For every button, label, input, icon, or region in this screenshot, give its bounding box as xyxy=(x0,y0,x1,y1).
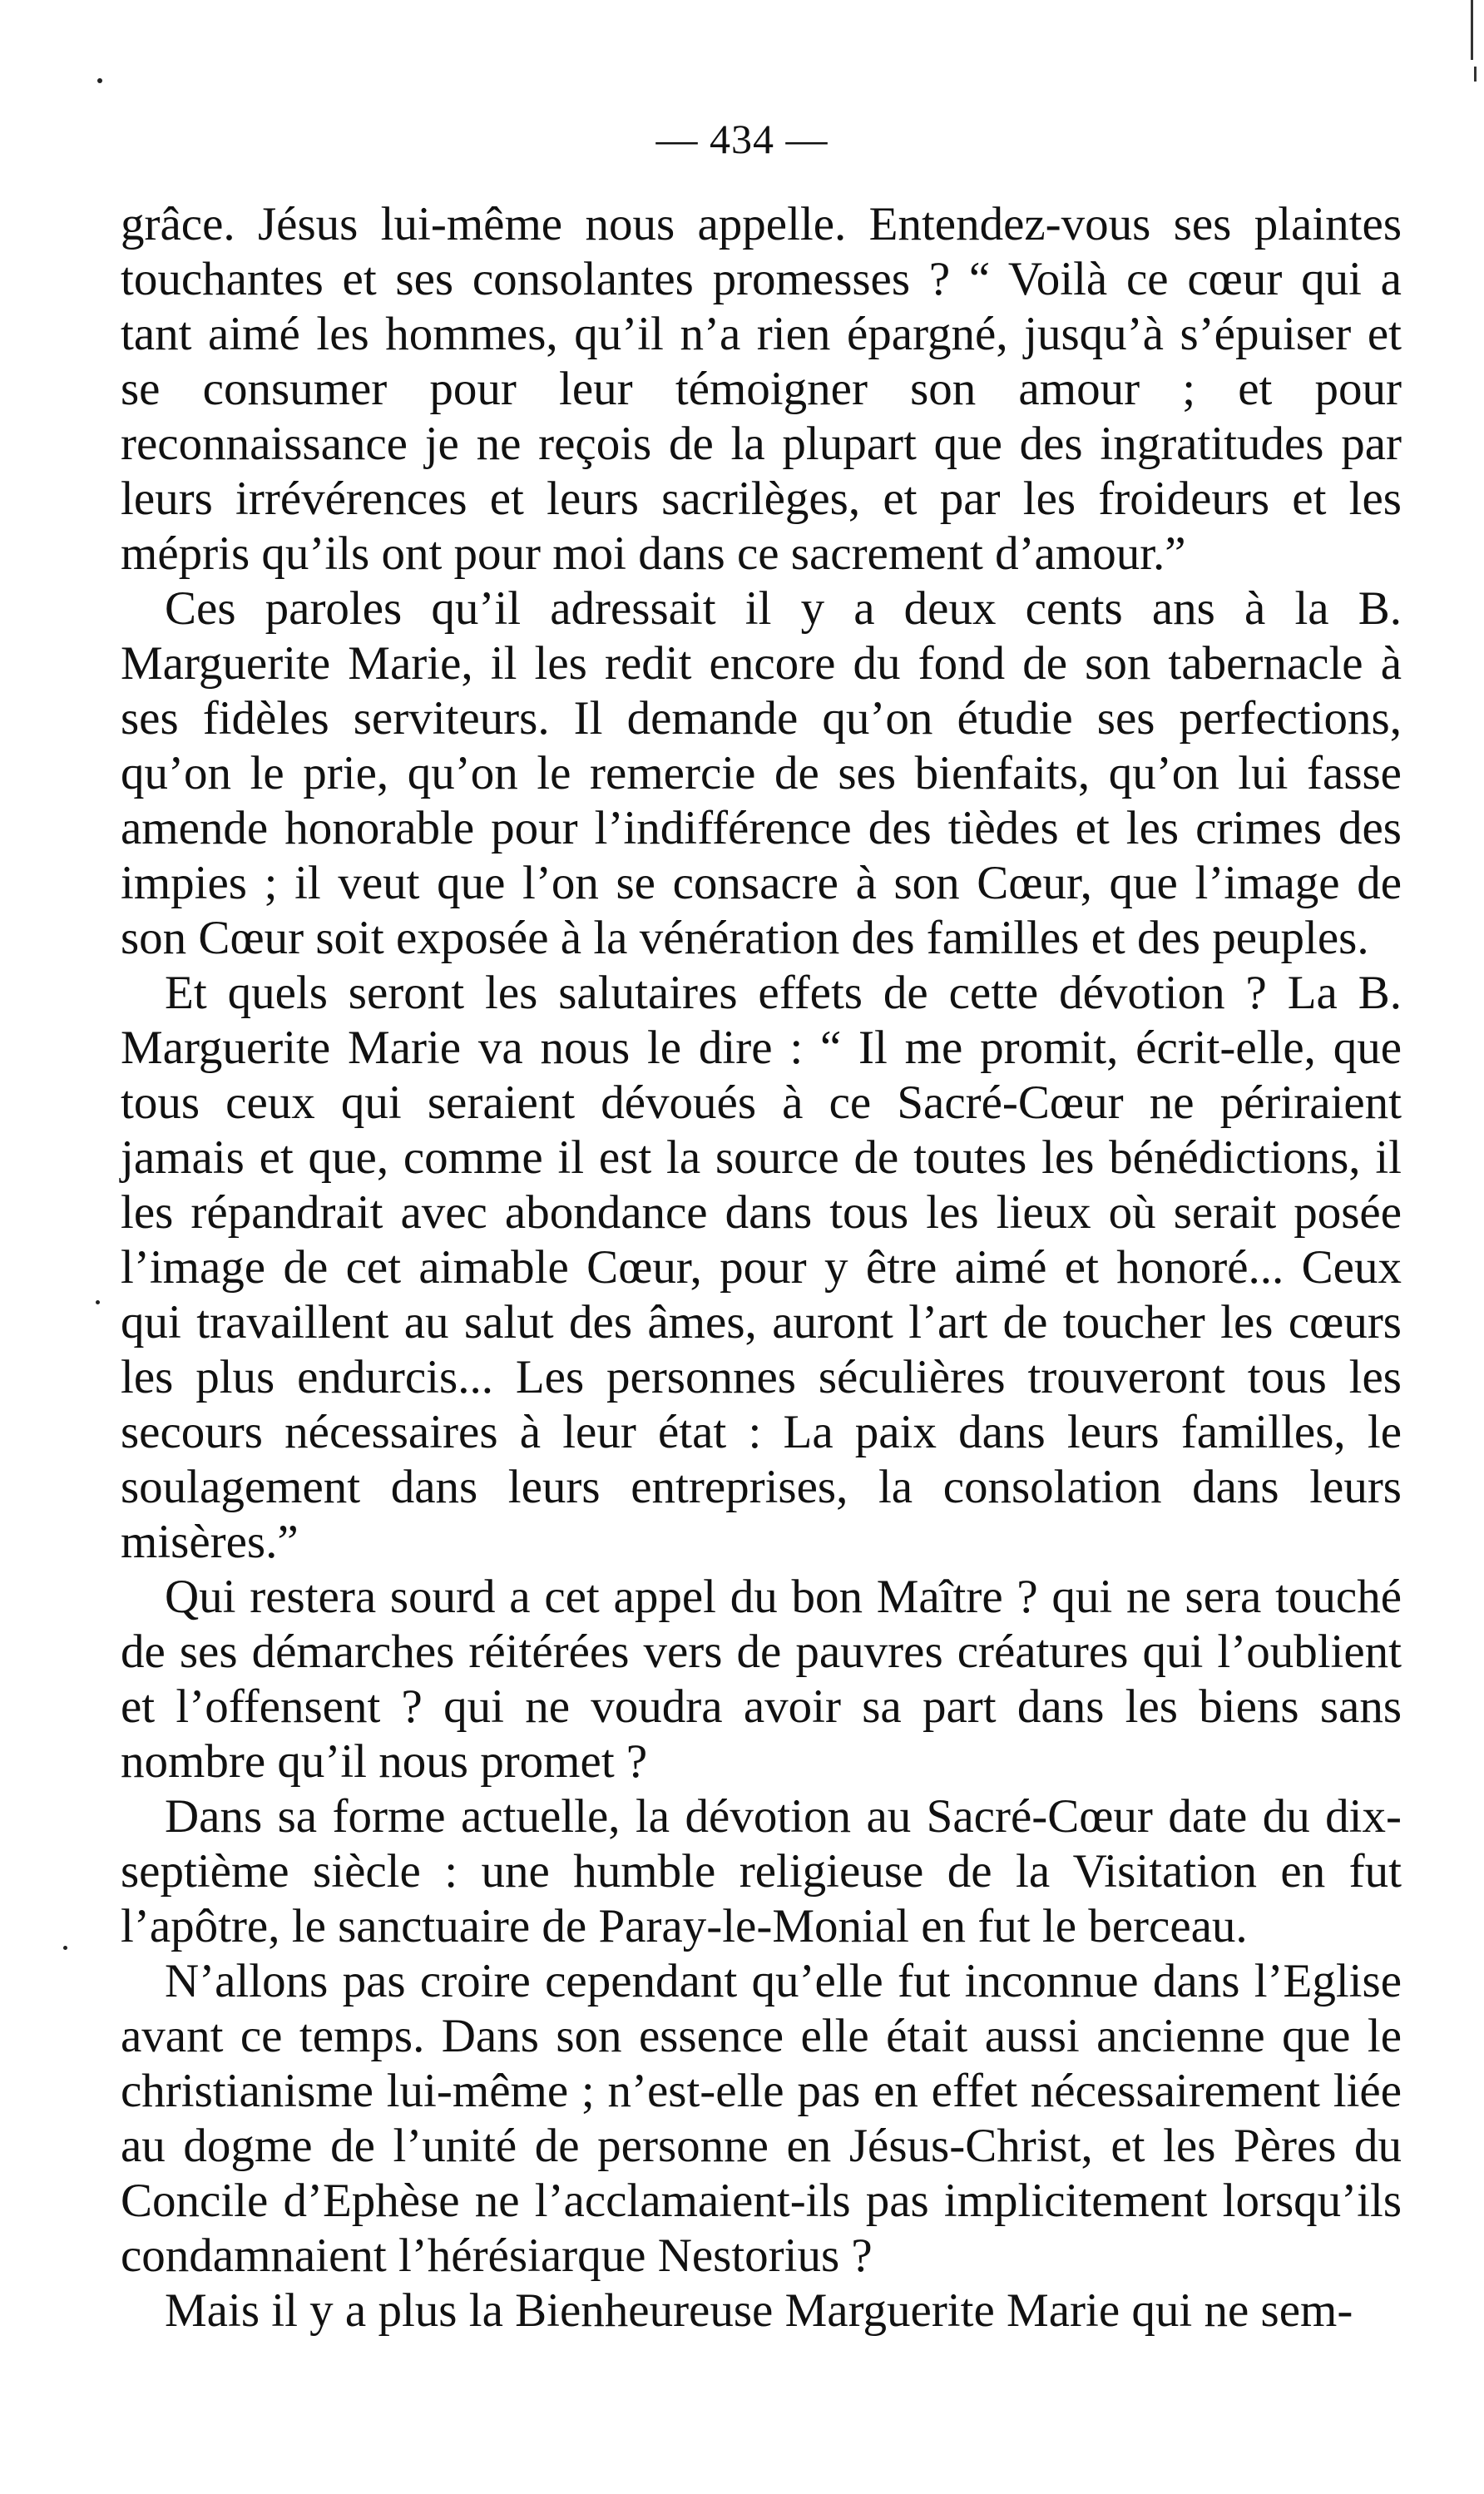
paragraph: Dans sa forme actuelle, la dévotion au Sacré-Cœur date du dix-septième siècle : une humble religieuse de la Visitation en fut l’apôtre, le sanctuaire de Paray-le-Monial en fut le berceau. xyxy=(121,1790,1402,1952)
paragraph: Et quels seront les salutaires effets de cette dévotion ? La B. Marguerite Marie va nous le dire : “ Il me promit, écrit-elle, que tous ceux qui seraient dévoués à ce Sacré-Cœur ne périraient jamais et que, comme il est la source de toutes les bénédictions, il les répandrait avec abondance dans tous les lieux où serait posée l’image de cet aimable Cœur, pour y être aimé et honoré... Ceux qui travaillent au salut des âmes, auront l’art de toucher les cœurs les plus endurcis... Les personnes séculières trouveront tous les secours nécessaires à leur état : La paix dans leurs familles, le soulagement dans leurs entreprises, la consolation dans leurs misères.” xyxy=(121,967,1402,1568)
scan-speck xyxy=(96,1300,100,1304)
scan-speck xyxy=(63,1946,67,1950)
paragraph: Mais il y a plus la Bienheureuse Marguerite Marie qui ne sem- xyxy=(165,2284,1353,2337)
body-text xyxy=(121,197,1402,2338)
paragraph: Qui restera sourd a cet appel du bon Maître ? qui ne sera touché de ses démarches réitérées vers de pauvres créatures qui l’oublient et l’offensent ? qui ne voudra avoir sa part dans les biens sans nombre qu’il nous promet ? xyxy=(121,1571,1402,1788)
scan-speck xyxy=(97,78,102,83)
scan-edge-mark xyxy=(1474,67,1477,82)
paragraph: N’allons pas croire cependant qu’elle fut inconnue dans l’Eglise avant ce temps. Dans son essence elle était aussi ancienne que le christianisme lui-même ; n’est-elle pas en effet nécessairement liée au dogme de l’unité de personne en Jésus-Christ, et les Pères du Concile d’Ephèse ne l’acclamaient-ils pas implicitement lorsqu’ils condamnaient l’hérésiarque Nestorius ? xyxy=(121,1955,1402,2282)
paragraph: Ces paroles qu’il adressait il y a deux cents ans à la B. Marguerite Marie, il les redit encore du fond de son tabernacle à ses fidèles serviteurs. Il demande qu’on étudie ses perfections, qu’on le prie, qu’on le remercie de ses bienfaits, qu’on lui fasse amende honorable pour l’indifférence des tièdes et les crimes des impies ; il veut que l’on se consacre à son Cœur, que l’image de son Cœur soit exposée à la vénération des familles et des peuples. xyxy=(121,582,1402,964)
page-number: — 434 — xyxy=(655,116,829,162)
scan-edge-mark xyxy=(1471,0,1473,60)
paragraph: grâce. Jésus lui-même nous appelle. Entendez-vous ses plaintes touchantes et ses consolantes promesses ? “ Voilà ce cœur qui a tant aimé les hommes, qu’il n’a rien épargné, jusqu’à s’épuiser et se consumer pour leur témoigner son amour ; et pour reconnaissance je ne reçois de la plupart que des ingratitudes par leurs irrévérences et leurs sacrilèges, et par les froideurs et les mépris qu’ils ont pour moi dans ce sacrement d’amour.” xyxy=(121,198,1402,580)
